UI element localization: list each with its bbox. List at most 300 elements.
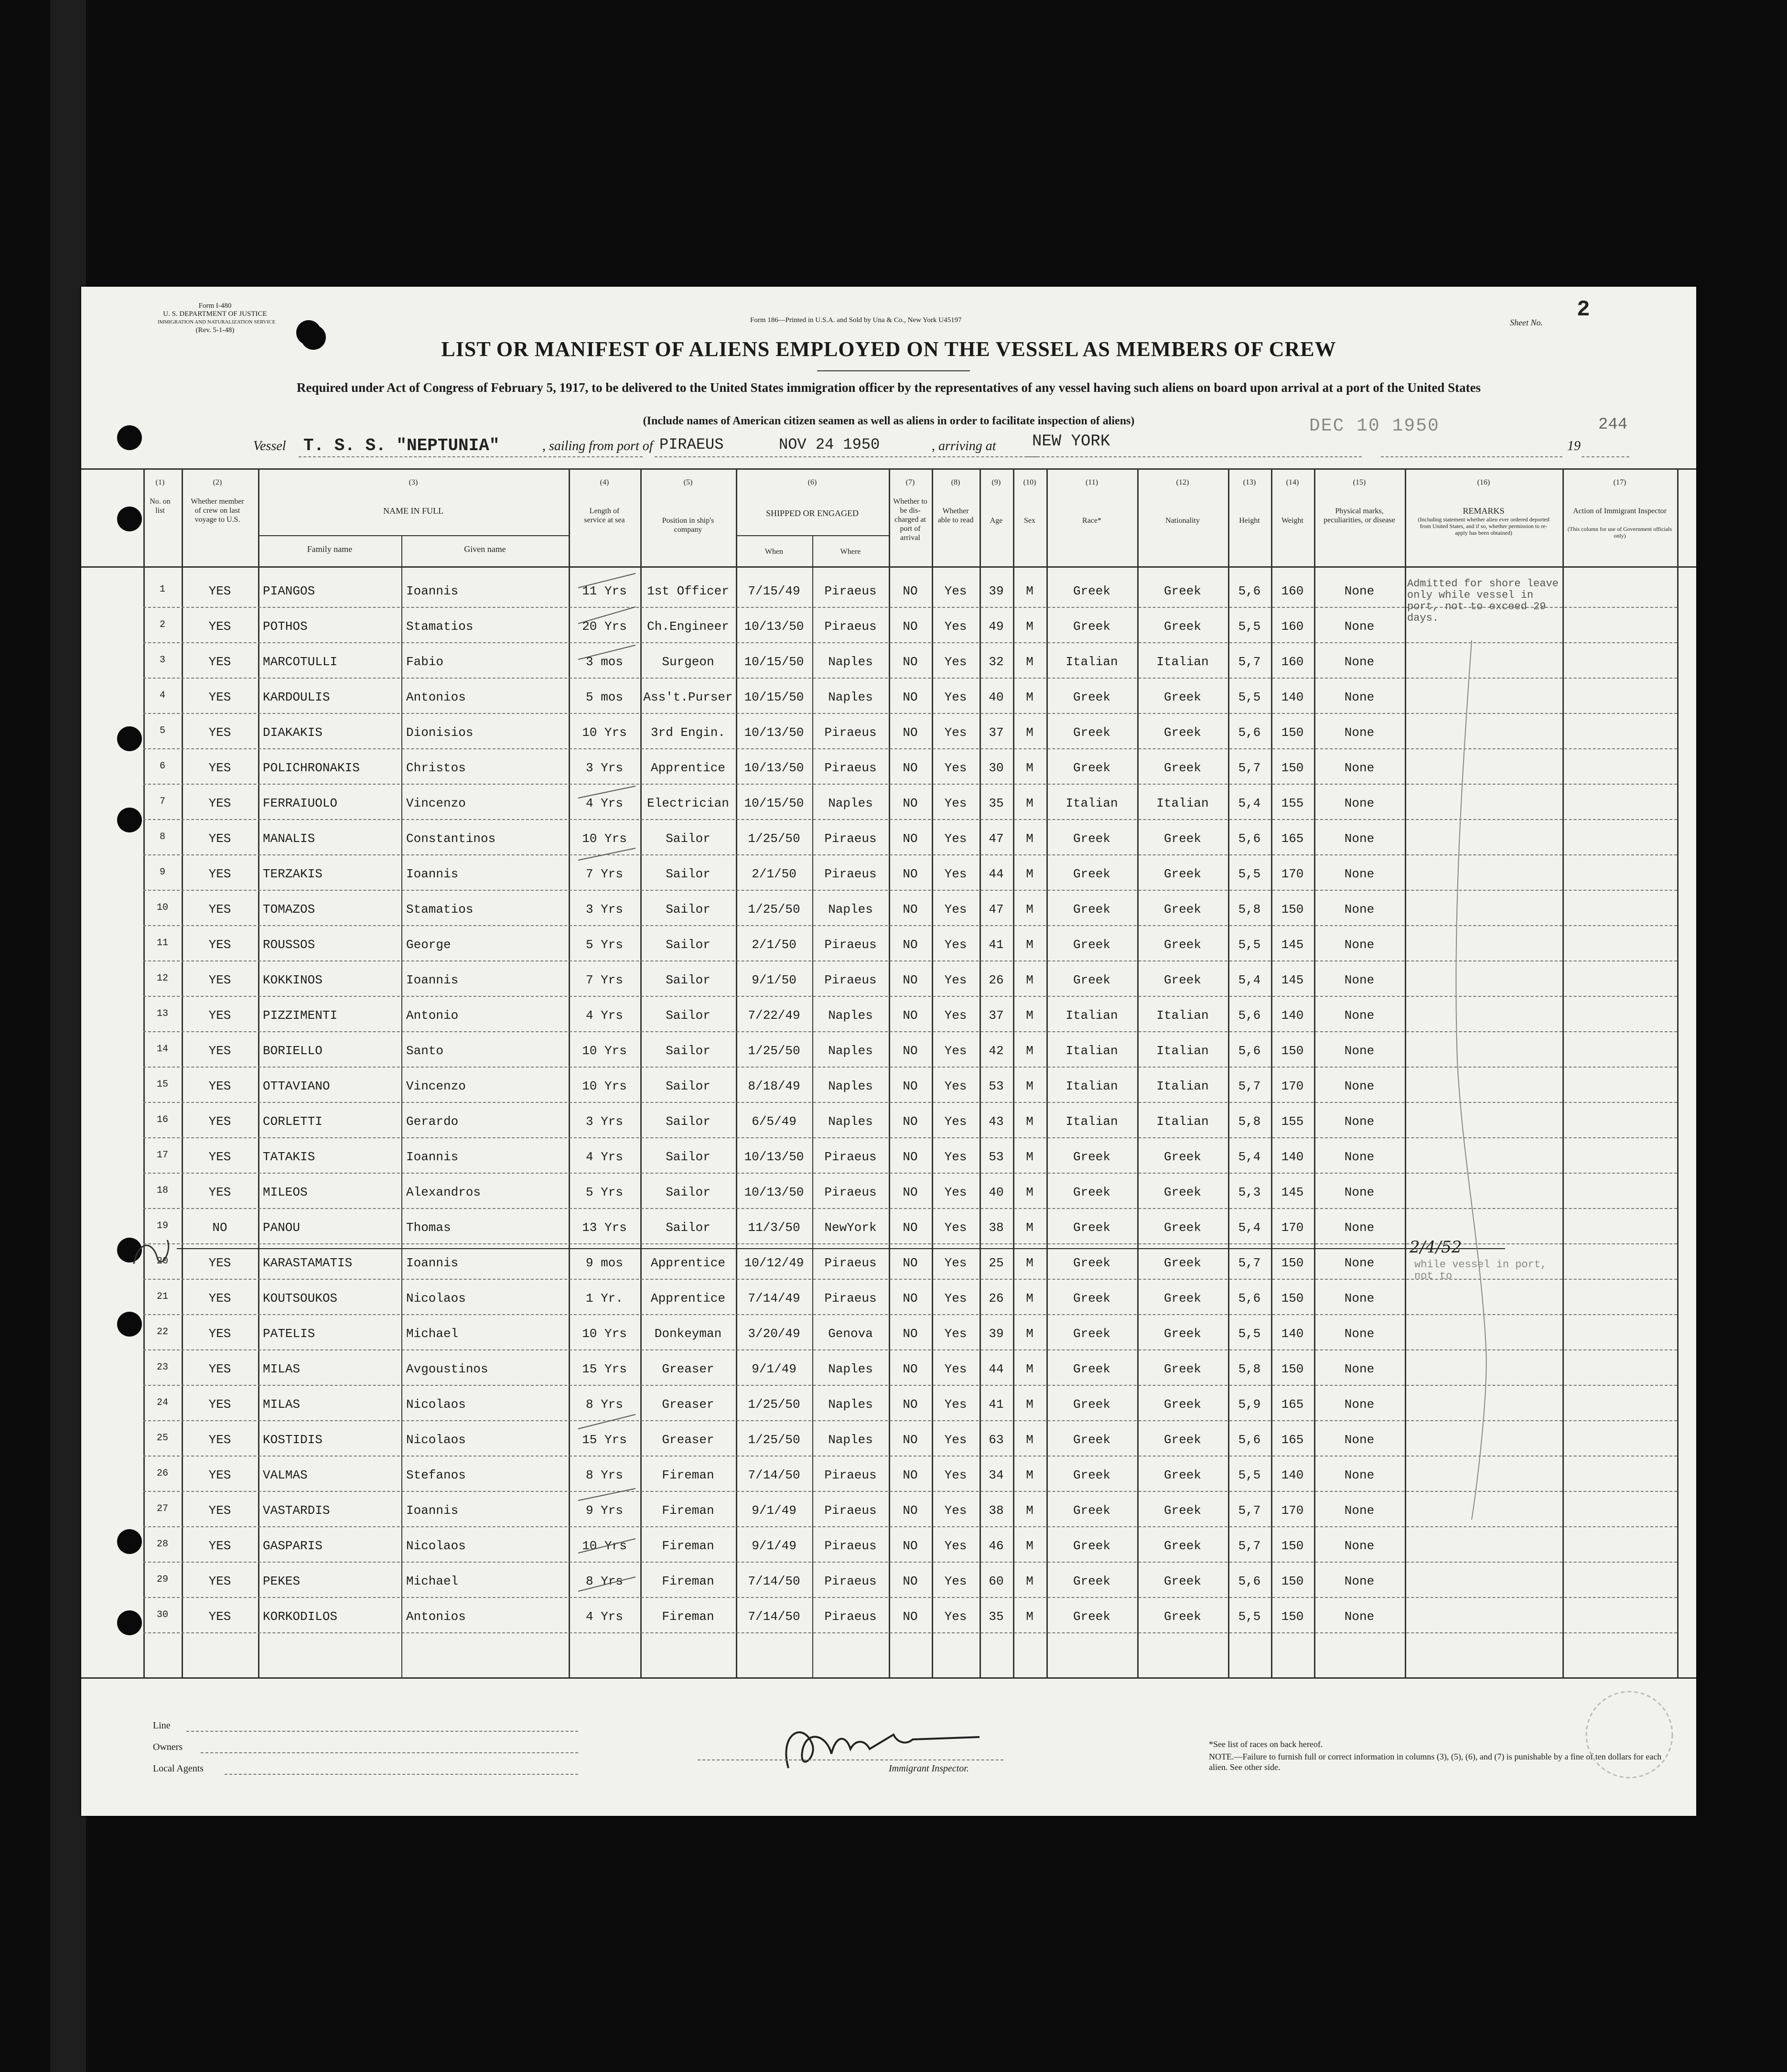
row-cell: 145 [1281, 938, 1304, 952]
row-cell: 10/13/50 [744, 619, 804, 634]
row-cell: NO [903, 1327, 918, 1341]
sailing-port: PIRAEUS [659, 436, 724, 453]
row-cell: 7 [159, 796, 165, 807]
row-cell: 5,4 [1238, 973, 1261, 987]
row-cell: Naples [828, 1008, 873, 1023]
remarks-handwriting: 2/4/52 [1410, 1238, 1462, 1257]
row-cell: Piraeus [824, 584, 877, 598]
date-stamp: DEC 10 1950 [1309, 416, 1440, 436]
footer-agents-label [153, 1763, 204, 1774]
column-rule [932, 468, 933, 1677]
row-cell: Piraeus [824, 1291, 877, 1306]
row-cell: Italian [1066, 655, 1118, 669]
column-rule [1228, 468, 1229, 1677]
row-cell: Greaser [662, 1362, 714, 1376]
row-cell: Greek [1073, 867, 1110, 881]
row-cell: 43 [989, 1114, 1004, 1129]
agents-label: Local Agents [153, 1763, 204, 1774]
row-cell: 11/3/50 [748, 1220, 800, 1235]
row-cell: 11 Yrs [582, 584, 627, 598]
row-cell: Ioannis [406, 1503, 459, 1518]
row-cell: Greek [1073, 938, 1110, 952]
row-cell: Greek [1163, 1327, 1201, 1341]
row-cell: Greek [1163, 1150, 1201, 1164]
row-cell: Yes [944, 1468, 967, 1482]
row-cell: 8/18/49 [748, 1079, 800, 1093]
row-cell: M [1026, 1433, 1033, 1447]
row-cell: Greek [1163, 831, 1201, 846]
row-cell: Yes [944, 867, 967, 881]
row-cell: None [1344, 1044, 1375, 1058]
row-cell: M [1026, 1609, 1033, 1624]
row-cell: Ioannis [406, 867, 459, 881]
row-cell: Nicolaos [406, 1291, 466, 1306]
row-cell: None [1344, 1079, 1375, 1093]
row-cell: Greek [1163, 1220, 1201, 1235]
row-cell: Yes [944, 1256, 967, 1270]
row-cell: 4 Yrs [585, 1008, 623, 1023]
row-cell: 9 Yrs [585, 1503, 623, 1518]
row-cell: 145 [1281, 1185, 1304, 1199]
row-cell: Sailor [666, 1150, 710, 1164]
row-cell: Antonios [406, 690, 466, 704]
row-cell: None [1344, 867, 1375, 881]
row-cell: NO [903, 1503, 918, 1518]
row-cell: 2 [159, 619, 165, 630]
row-cell: Fireman [662, 1468, 714, 1482]
row-cell: 4 Yrs [585, 796, 623, 810]
row-cell: 5,9 [1238, 1397, 1261, 1412]
row-cell: 3rd Engin. [650, 725, 726, 740]
arriving-port: NEW YORK [1032, 432, 1110, 451]
row-cell: 10 Yrs [582, 831, 627, 846]
row-cell: Stamatios [406, 619, 474, 634]
row-cell: None [1344, 1114, 1375, 1129]
row-cell: Yes [944, 938, 967, 952]
row-cell: 170 [1281, 1079, 1304, 1093]
row-cell: 7/14/50 [748, 1574, 800, 1588]
row-cell: Ioannis [406, 1256, 459, 1270]
row-cell: Italian [1156, 1008, 1209, 1023]
row-cell: M [1026, 1539, 1033, 1553]
row-cell: Greek [1163, 973, 1201, 987]
row-cell: None [1344, 1539, 1375, 1553]
col-head-given: Given name [464, 544, 506, 554]
row-cell: YES [208, 1044, 231, 1058]
row-cell: Naples [828, 1397, 873, 1412]
row-cell: 5,4 [1238, 796, 1261, 810]
row-cell: 150 [1281, 761, 1304, 775]
row-cell: Stefanos [406, 1468, 466, 1482]
column-rule [1562, 468, 1564, 1677]
row-cell: Sailor [666, 831, 710, 846]
row-cell: NO [903, 1150, 918, 1164]
col-head-discharged: Whether to be dis-charged at port of arrival [893, 497, 927, 542]
row-cell: 5,5 [1238, 1327, 1261, 1341]
row-cell: Greek [1073, 1185, 1110, 1199]
row-cell: 160 [1281, 619, 1304, 634]
row-cell: Piraeus [824, 831, 877, 846]
row-cell: Greek [1163, 1291, 1201, 1306]
row-cell: TERZAKIS [263, 867, 323, 881]
row-cell: Yes [944, 1433, 967, 1447]
row-cell: 23 [156, 1362, 168, 1373]
row-cell: M [1026, 690, 1033, 704]
row-cell: Yes [944, 1220, 967, 1235]
form-dept-block [158, 302, 276, 335]
row-cell: Greek [1163, 584, 1201, 598]
row-cell: YES [208, 973, 231, 987]
row-cell: Piraeus [824, 1609, 877, 1624]
row-cell: 3 Yrs [585, 902, 623, 917]
row-cell: Ioannis [406, 1150, 459, 1164]
sheet-number: 2 [1577, 297, 1590, 322]
row-cell: 4 Yrs [585, 1609, 623, 1624]
row-cell: 165 [1281, 1433, 1304, 1447]
row-cell: YES [208, 761, 231, 775]
row-cell: Greek [1163, 938, 1201, 952]
row-cell: 1st Officer [647, 584, 729, 598]
row-cell: YES [208, 938, 231, 952]
row-cell: 4 Yrs [585, 1150, 623, 1164]
row-cell: Fireman [662, 1609, 714, 1624]
row-cell: Greek [1073, 1503, 1110, 1518]
col-num-11: (11) [1085, 478, 1098, 486]
row-cell: Piraeus [824, 1185, 877, 1199]
row-cell: Italian [1156, 655, 1209, 669]
row-cell: None [1344, 1362, 1375, 1376]
col-num-10: (10) [1023, 478, 1036, 486]
row-cell: Thomas [406, 1220, 451, 1235]
row-cell: Naples [828, 796, 873, 810]
row-cell: Greek [1163, 1397, 1201, 1412]
row-cell: 10/15/50 [744, 655, 804, 669]
row-cell: 3 Yrs [585, 1114, 623, 1129]
row-cell: NO [903, 1609, 918, 1624]
row-cell: 150 [1281, 1609, 1304, 1624]
row-cell: 1/25/50 [748, 1044, 800, 1058]
title-rule [817, 370, 970, 371]
row-cell: 150 [1281, 1044, 1304, 1058]
row-cell: Greek [1163, 1256, 1201, 1270]
form-subtitle: Required under Act of Congress of February 5, 1917, to be delivered to the United States immigration officer by the representatives of any vessel having such aliens on board upon arrival at a port of the United States [296, 380, 1481, 395]
row-cell: None [1344, 619, 1375, 634]
row-cell: 37 [989, 725, 1004, 740]
row-cell: NO [903, 1079, 918, 1093]
row-cell: Greek [1073, 1609, 1110, 1624]
col-head-nationality: Nationality [1165, 517, 1200, 525]
row-cell: 53 [989, 1079, 1004, 1093]
row-cell: Greek [1073, 1433, 1110, 1447]
column-rule [1677, 468, 1679, 1677]
row-cell: 10/13/50 [744, 1150, 804, 1164]
remarks-stamp: Admitted for shore leave only while vessel in port, not to exceed 29 days. [1407, 578, 1559, 624]
row-cell: TOMAZOS [263, 902, 315, 917]
row-cell: M [1026, 1468, 1033, 1482]
row-cell: PANOU [263, 1220, 301, 1235]
row-cell: Piraeus [824, 1256, 877, 1270]
row-cell: Italian [1156, 1114, 1209, 1129]
row-cell: Italian [1066, 1079, 1118, 1093]
row-cell: 4 [159, 690, 165, 701]
col-num-3: (3) [409, 478, 418, 486]
row-cell: 5,5 [1238, 1609, 1261, 1624]
row-cell: Genova [828, 1327, 873, 1341]
row-cell: 5,4 [1238, 1150, 1261, 1164]
row-cell: 18 [156, 1185, 168, 1196]
margin-mark-19 [129, 1235, 177, 1273]
row-cell: Greek [1073, 619, 1110, 634]
col-num-16: (16) [1477, 478, 1490, 486]
port-underline [655, 456, 1037, 457]
row-cell: 7/15/49 [748, 584, 800, 598]
vessel-underline [299, 456, 643, 457]
row-cell: Greaser [662, 1433, 714, 1447]
row-cell: Greek [1163, 619, 1201, 634]
row-cell: Yes [944, 1609, 967, 1624]
col-head-no: No. on list [150, 497, 171, 515]
row-cell: None [1344, 1185, 1375, 1199]
row-cell: MANALIS [263, 831, 315, 846]
row-cell: 140 [1281, 1008, 1304, 1023]
row-cell: 140 [1281, 1468, 1304, 1482]
name-sub-rule [258, 535, 569, 536]
row-rule [143, 1632, 1677, 1633]
row-cell: None [1344, 1574, 1375, 1588]
row-cell: Italian [1066, 1114, 1118, 1129]
row-cell: Piraeus [824, 938, 877, 952]
row-cell: Yes [944, 1291, 967, 1306]
row-cell: Naples [828, 1362, 873, 1376]
row-cell: 160 [1281, 655, 1304, 669]
row-cell: Christos [406, 761, 466, 775]
row-cell: 40 [989, 1185, 1004, 1199]
vessel-label: Vessel [253, 439, 286, 453]
row-cell: 39 [989, 584, 1004, 598]
row-cell: 10 Yrs [582, 1079, 627, 1093]
row-cell: Yes [944, 973, 967, 987]
row-cell: 3 [159, 655, 165, 666]
row-cell: YES [208, 1397, 231, 1412]
date-underline [1381, 456, 1562, 457]
row-cell: Greek [1163, 1468, 1201, 1482]
row-cell: M [1026, 867, 1033, 881]
row-cell: 22 [156, 1327, 168, 1338]
col-num-2: (2) [213, 478, 222, 486]
col-num-5: (5) [683, 478, 693, 486]
row-cell: Constantinos [406, 831, 496, 846]
row-cell: NO [903, 1574, 918, 1588]
row-cell: Greek [1073, 761, 1110, 775]
row-cell: Greek [1073, 725, 1110, 740]
row-cell: 170 [1281, 867, 1304, 881]
row-cell: Vincenzo [406, 796, 466, 810]
row-cell: 10 Yrs [582, 1539, 627, 1553]
row-cell: Naples [828, 1044, 873, 1058]
row-cell: 29 [156, 1574, 168, 1585]
row-cell: M [1026, 973, 1033, 987]
row-cell: 9/1/49 [752, 1362, 797, 1376]
row-cell: 10 Yrs [582, 1327, 627, 1341]
row-cell: Apprentice [650, 761, 726, 775]
row-cell: Gerardo [406, 1114, 459, 1129]
row-cell: YES [208, 1150, 231, 1164]
row-cell: 5,6 [1238, 1008, 1261, 1023]
row-cell: Yes [944, 655, 967, 669]
row-cell: Greek [1073, 584, 1110, 598]
year-underline [1582, 456, 1629, 457]
row-cell: Michael [406, 1574, 459, 1588]
row-cell: Ch.Engineer [647, 619, 729, 634]
row-cell: Ioannis [406, 973, 459, 987]
row-cell: 5,5 [1238, 619, 1261, 634]
row-cell: 1 Yr. [585, 1291, 623, 1306]
row-cell: None [1344, 1256, 1375, 1270]
row-cell: None [1344, 1150, 1375, 1164]
footer-line-rule [186, 1731, 578, 1732]
row-cell: M [1026, 1044, 1033, 1058]
row-cell: Fabio [406, 655, 444, 669]
row-cell: Sailor [666, 1220, 710, 1235]
row-cell: VASTARDIS [263, 1503, 330, 1518]
name-sub-divider [401, 535, 402, 1677]
row-cell: M [1026, 1397, 1033, 1412]
row-cell: Yes [944, 619, 967, 634]
row-cell: Italian [1156, 796, 1209, 810]
col-head-age: Age [990, 517, 1003, 525]
row-cell: Yes [944, 584, 967, 598]
row-cell: Greek [1073, 1468, 1110, 1482]
row-cell: 47 [989, 902, 1004, 917]
row-cell: 10 [156, 902, 168, 913]
row-cell: None [1344, 1503, 1375, 1518]
row-cell: NO [903, 938, 918, 952]
row-cell: GASPARIS [263, 1539, 323, 1553]
col-head-shipped: SHIPPED OR ENGAGED [765, 508, 859, 518]
row-cell: NO [903, 1291, 918, 1306]
row-cell: Electrician [647, 796, 729, 810]
row-cell: Italian [1156, 1044, 1209, 1058]
row-cell: M [1026, 1079, 1033, 1093]
row-cell: Apprentice [650, 1256, 726, 1270]
row-cell: YES [208, 902, 231, 917]
row-cell: NO [903, 1256, 918, 1270]
row-cell: Piraeus [824, 1150, 877, 1164]
row-cell: None [1344, 584, 1375, 598]
row-cell: 160 [1281, 584, 1304, 598]
row-cell: 28 [156, 1539, 168, 1550]
row-cell: Yes [944, 1008, 967, 1023]
row-cell: 35 [989, 1609, 1004, 1624]
row-cell: M [1026, 655, 1033, 669]
row-cell: M [1026, 1256, 1033, 1270]
row-cell: Greek [1073, 1327, 1110, 1341]
row-cell: 39 [989, 1327, 1004, 1341]
row-cell: Michael [406, 1327, 459, 1341]
col-head-read: Whether able to read [937, 507, 974, 524]
row-cell: NO [903, 1468, 918, 1482]
column-rule [1046, 468, 1048, 1677]
row-cell: 155 [1281, 1114, 1304, 1129]
row-cell: Naples [828, 1433, 873, 1447]
row-cell: 25 [156, 1433, 168, 1444]
punch-hole [117, 808, 142, 832]
row-cell: 1/25/50 [748, 1433, 800, 1447]
row-cell: Greek [1163, 761, 1201, 775]
row-cell: 150 [1281, 1256, 1304, 1270]
row-cell: 5 Yrs [585, 938, 623, 952]
page-number: 244 [1598, 416, 1628, 434]
col-num-15: (15) [1353, 478, 1366, 486]
row-cell: 49 [989, 619, 1004, 634]
row-cell: None [1344, 1291, 1375, 1306]
row-cell: YES [208, 1079, 231, 1093]
sailing-date: NOV 24 1950 [779, 436, 880, 453]
row-cell: Greek [1073, 1397, 1110, 1412]
col-head-position: Position in ship's company [662, 517, 714, 534]
column-rule [1013, 468, 1014, 1677]
row-cell: Naples [828, 902, 873, 917]
col-head-sex: Sex [1024, 517, 1035, 525]
row-cell: NO [212, 1220, 227, 1235]
row-cell: M [1026, 619, 1033, 634]
row-cell: 5,5 [1238, 938, 1261, 952]
row-cell: 150 [1281, 902, 1304, 917]
sheet-label: Sheet No. [1510, 318, 1543, 327]
row-cell: Piraeus [824, 761, 877, 775]
printer-line: Form 186—Printed in U.S.A. and Sold by Una & Co., New York U45197 [750, 316, 962, 324]
row-cell: Nicolaos [406, 1539, 466, 1553]
year-label: 19 [1567, 439, 1581, 453]
col-head-remarks-note: (Including statement whether alien ever ordered deported from United States, and if so, whether permission to re-apply has been obtained) [1418, 516, 1550, 536]
row-cell: Greek [1163, 867, 1201, 881]
row-cell: Yes [944, 1079, 967, 1093]
row-cell: 165 [1281, 1397, 1304, 1412]
row-cell: 44 [989, 1362, 1004, 1376]
row-cell: Sailor [666, 973, 710, 987]
row-cell: NewYork [824, 1220, 877, 1235]
row-cell: Piraeus [824, 1503, 877, 1518]
row-cell: Greek [1163, 1609, 1201, 1624]
row-cell: 140 [1281, 1150, 1304, 1164]
dept-name: U. S. DEPARTMENT OF JUSTICE [163, 310, 267, 318]
row-cell: 150 [1281, 1574, 1304, 1588]
inspector-rule [698, 1759, 1003, 1760]
row-cell: 13 Yrs [582, 1220, 627, 1235]
row-cell: 9/1/49 [752, 1503, 797, 1518]
row-cell: Yes [944, 1185, 967, 1199]
row-cell: 10 Yrs [582, 1044, 627, 1058]
vessel-line [253, 439, 286, 454]
col-head-race: Race* [1082, 517, 1101, 525]
col-num-17: (17) [1613, 478, 1626, 486]
row-cell: YES [208, 1327, 231, 1341]
row-cell: Piraeus [824, 1539, 877, 1553]
row-cell: 15 [156, 1079, 168, 1090]
row-cell: M [1026, 796, 1033, 810]
row-cell: Sailor [666, 1079, 710, 1093]
form-title: LIST OR MANIFEST OF ALIENS EMPLOYED ON THE VESSEL AS MEMBERS OF CREW [441, 337, 1336, 361]
races-note: *See list of races on back hereof. [1209, 1739, 1323, 1749]
row-cell: 5,7 [1238, 1539, 1261, 1553]
row-cell: MILEOS [263, 1185, 308, 1199]
row-cell: YES [208, 1574, 231, 1588]
row-cell: 5 [159, 725, 165, 736]
row-cell: 170 [1281, 1503, 1304, 1518]
punch-hole [117, 425, 142, 450]
row-cell: 41 [989, 938, 1004, 952]
faint-round-stamp [1577, 1682, 1682, 1787]
